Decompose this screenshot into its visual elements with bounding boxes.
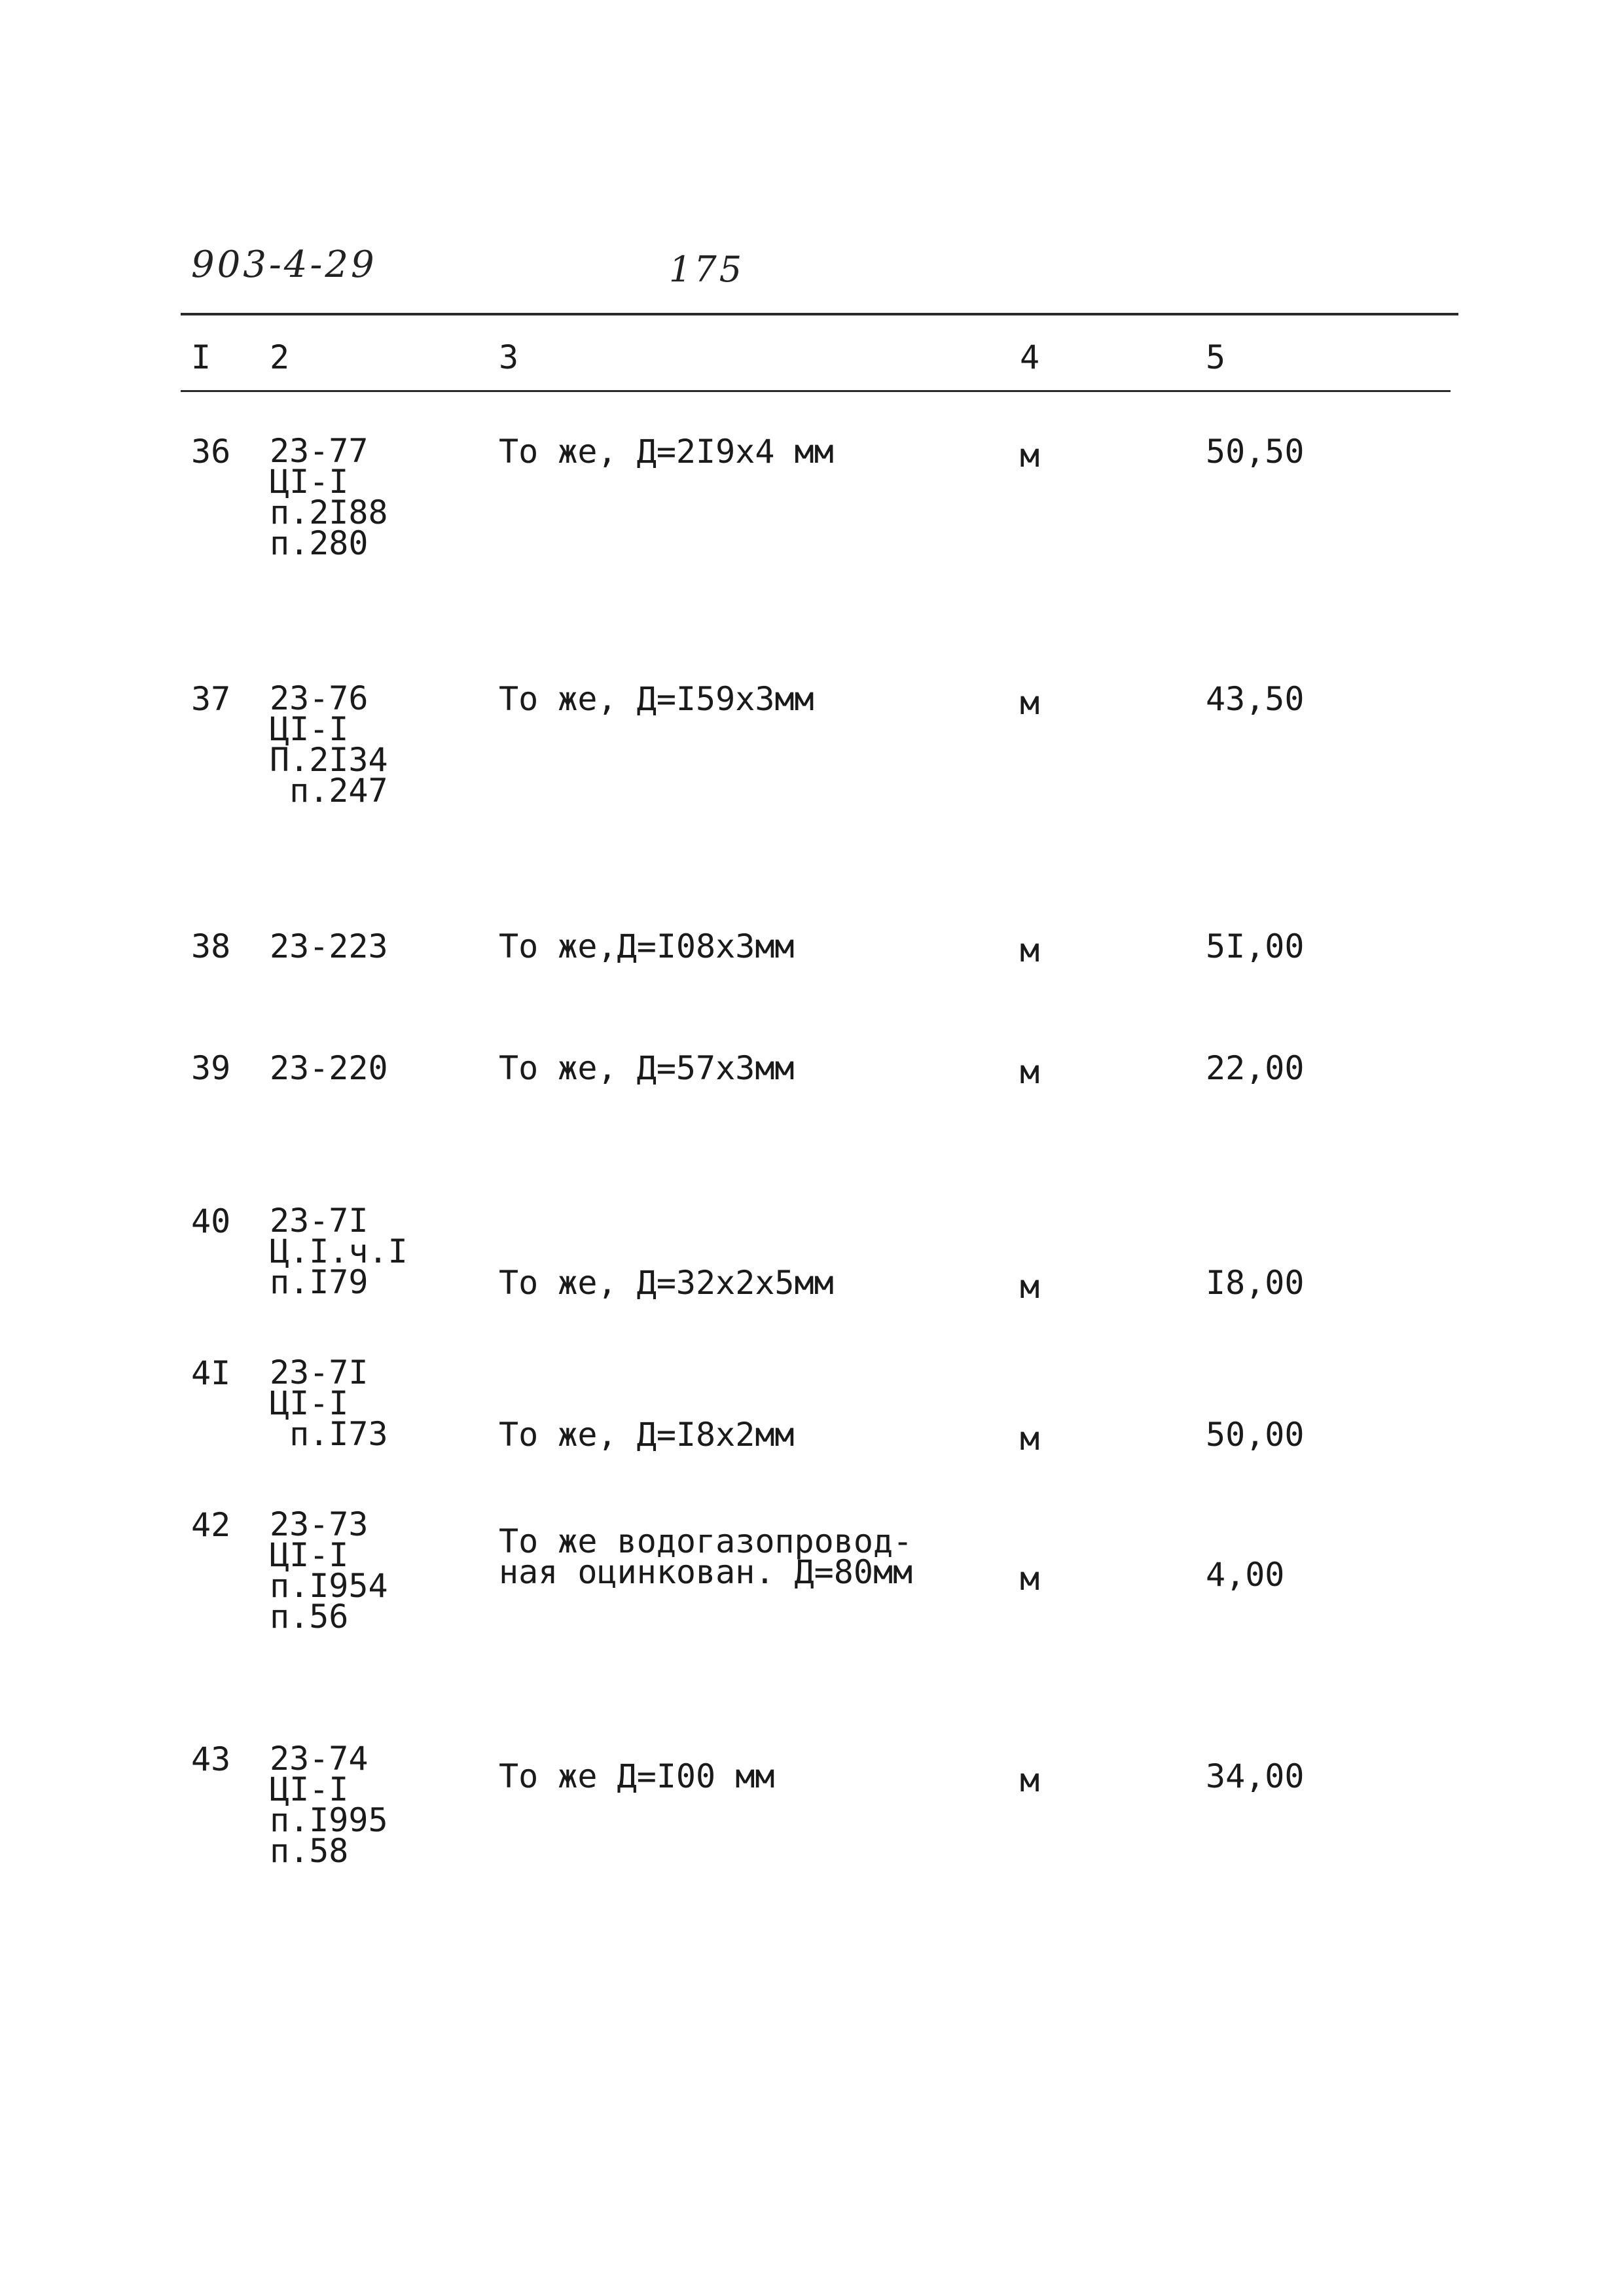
quantity-cell: 34,00 (1206, 1757, 1305, 1795)
row-number: 42 (191, 1506, 231, 1544)
reference-line: ЦI-I (270, 1536, 349, 1574)
row-number: 37 (191, 680, 231, 718)
reference-cell (270, 1740, 388, 1870)
description-cell: То же, Д=57х3мм (499, 1049, 795, 1087)
reference-line: П.2I34 (270, 741, 388, 779)
reference-line: п.247 (270, 772, 388, 810)
column-header-5: 5 (1206, 338, 1226, 376)
reference-line: п.2I88 (270, 493, 388, 531)
quantity-cell: 43,50 (1206, 680, 1305, 718)
reference-line: 23-7I (270, 1202, 369, 1240)
unit-cell: м (1020, 684, 1040, 722)
reference-cell (270, 432, 388, 562)
row-number: 36 (191, 433, 231, 471)
table-top-rule (181, 313, 1458, 315)
reference-line: 23-77 (270, 432, 369, 470)
header-bottom-rule (181, 390, 1451, 392)
reference-line: п.280 (270, 524, 369, 562)
description-cell: То же, Д=I8х2мм (499, 1416, 795, 1454)
column-header-2: 2 (270, 338, 290, 376)
reference-line: п.I79 (270, 1263, 369, 1301)
quantity-cell: 50,00 (1206, 1416, 1305, 1454)
unit-cell: м (1020, 1420, 1040, 1458)
row-number: 38 (191, 927, 231, 965)
reference-cell (270, 1505, 388, 1636)
description-line: То же водогазопровод- (499, 1522, 913, 1560)
quantity-cell: I8,00 (1206, 1264, 1305, 1302)
description-cell (499, 1522, 913, 1591)
unit-cell: м (1020, 1560, 1040, 1598)
reference-cell: 23-220 (270, 1049, 388, 1087)
description-cell: То же, Д=2I9х4 мм (499, 433, 834, 471)
unit-cell: м (1020, 437, 1040, 475)
reference-line: п.I954 (270, 1567, 388, 1605)
unit-cell: м (1020, 1053, 1040, 1091)
reference-cell: 23-223 (270, 927, 388, 965)
unit-cell: м (1020, 931, 1040, 969)
reference-cell (270, 1354, 388, 1453)
row-number: 4I (191, 1354, 231, 1392)
reference-line: п.I73 (270, 1415, 388, 1453)
reference-line: п.58 (270, 1832, 349, 1870)
reference-cell (270, 1202, 408, 1301)
row-number: 43 (191, 1740, 231, 1778)
reference-cell (270, 679, 388, 810)
quantity-cell: 22,00 (1206, 1049, 1305, 1087)
reference-line: ЦI-I (270, 710, 349, 748)
reference-line: ЦI-I (270, 1384, 349, 1422)
reference-line: 23-7I (270, 1354, 369, 1391)
reference-line: ЦI-I (270, 1770, 349, 1808)
unit-cell: м (1020, 1761, 1040, 1799)
description-cell: То же,Д=I08х3мм (499, 927, 795, 965)
reference-line: п.56 (270, 1598, 349, 1636)
document-code: 903-4-29 (191, 243, 377, 286)
reference-line: 23-74 (270, 1740, 369, 1778)
description-line: ная оцинкован. Д=80мм (499, 1553, 913, 1591)
column-header-1: I (191, 338, 211, 376)
row-number: 39 (191, 1049, 231, 1087)
quantity-cell: 5I,00 (1206, 927, 1305, 965)
reference-line: Ц.I.ч.I (270, 1232, 408, 1270)
column-header-4: 4 (1020, 338, 1040, 376)
quantity-cell: 4,00 (1206, 1556, 1285, 1594)
quantity-cell: 50,50 (1206, 433, 1305, 471)
reference-line: 23-73 (270, 1505, 369, 1543)
description-cell: То же, Д=I59х3мм (499, 680, 814, 718)
column-header-3: 3 (499, 338, 519, 376)
description-cell: То же, Д=32х2х5мм (499, 1264, 834, 1302)
unit-cell: м (1020, 1268, 1040, 1306)
page-number: 175 (669, 249, 745, 290)
reference-line: 23-76 (270, 679, 369, 717)
reference-line: п.I995 (270, 1801, 388, 1839)
description-cell: То же Д=I00 мм (499, 1757, 775, 1795)
row-number: 40 (191, 1202, 231, 1240)
reference-line: ЦI-I (270, 463, 349, 501)
